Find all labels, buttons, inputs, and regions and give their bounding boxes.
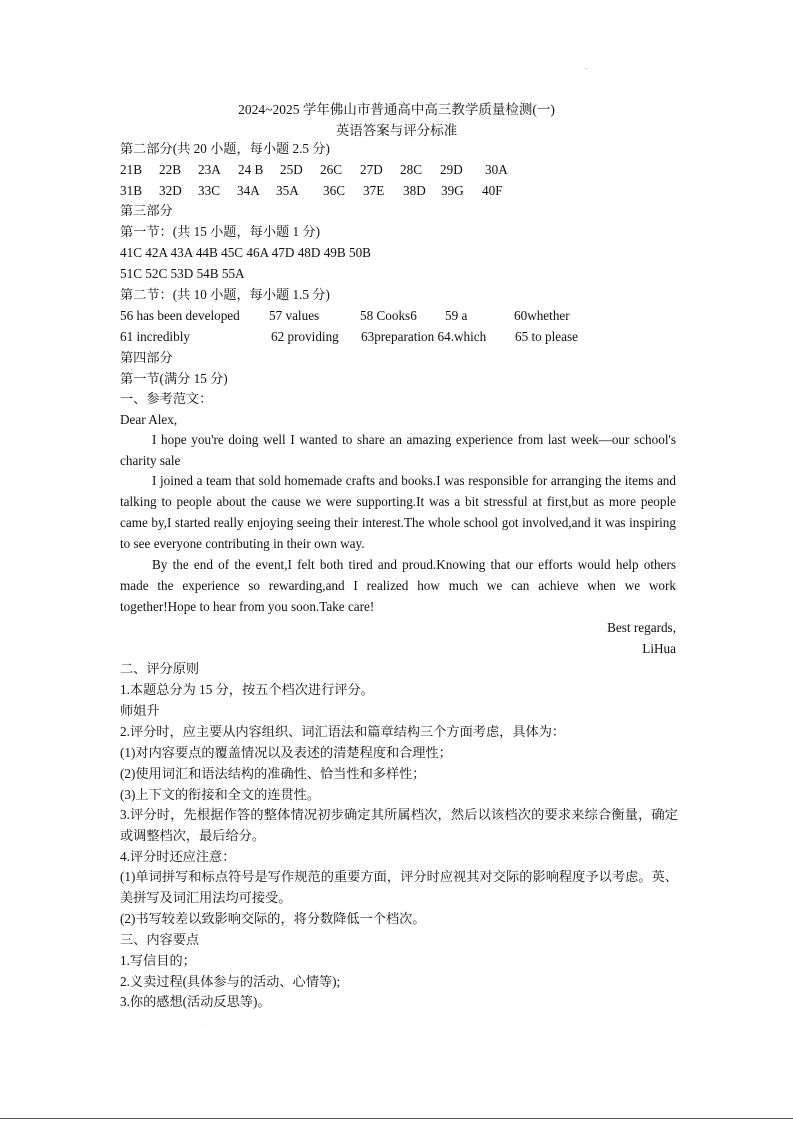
letter-paragraph-2: I joined a team that sold homemade crafts and books.I was responsible for arranging the items and talking to people about the cause we were supporting.It was a bit stressful at first,but as more people came by,I started really enjoying seeing their interest.The whole school got involved,and it was inspiring to see everyone contributing in their own way. [120,473,676,551]
answer: 37E [363,183,385,198]
scoring-item-2: 2.评分时，应主要从内容组织、词汇语法和篇章结构三个方面考虑，具体为： [120,724,566,739]
answer: 35A [276,183,299,198]
document-title: 2024~2025 学年佛山市普通高中高三教学质量检测(一) [238,102,555,117]
scoring-heading: 二、评分原则 [120,661,200,676]
answer: 62 providing [271,329,339,344]
scoring-item-4: 4.评分时还应注意： [120,849,236,864]
scoring-item-2-sub-2: (2)使用词汇和语法结构的准确性、恰当性和多样性； [120,766,426,781]
part4-section1-heading: 第一节(满分 15 分) [120,371,228,386]
answer: 60whether [514,308,570,323]
content-points-heading: 三、内容要点 [120,932,200,947]
answer: 32D [159,183,182,198]
answer: 39G [441,183,464,198]
scoring-note: 师姐升 [120,703,160,718]
part3-section1-heading: 第一节：(共 15 小题，每小题 1 分) [120,224,321,239]
letter-closing: Best regards, [607,620,676,635]
scoring-item-4-sub-1: (1)单词拼写和标点符号是写作规范的重要方面，评分时应视其对交际的影响程度予以考虑。英、美拼写及词汇用法均可接受。 [120,869,678,905]
content-point-3: 3.你的感想(活动反思等)。 [120,994,271,1009]
page-bottom-rule [0,1118,793,1119]
answer: 30A [485,162,508,177]
content-point-1: 1.写信目的； [120,953,196,968]
answer: 33C [198,183,220,198]
answer: 34A [237,183,260,198]
answer: 38D [403,183,426,198]
letter-paragraph-1: I hope you're doing well I wanted to share an amazing experience from last week—our school's charity sale [120,432,676,468]
answer: 63preparation 64.which [361,329,487,344]
answer: 56 has been developed [120,308,240,323]
answer: 57 values [269,308,320,323]
scoring-item-2-sub-1: (1)对内容要点的覆盖情况以及表述的清楚程度和合理性； [120,745,452,760]
letter-salutation: Dear Alex, [120,412,178,427]
answer: 21B [120,162,142,177]
part3-section1-answers2: 51C 52C 53D 54B 55A [120,266,245,281]
scoring-item-1: 1.本题总分为 15 分，按五个档次进行评分。 [120,682,374,697]
part4-heading: 第四部分 [120,350,173,365]
answer: 40F [482,183,503,198]
answer: 28C [400,162,422,177]
letter-signature: LiHua [642,641,676,656]
part3-section1-answers1: 41C 42A 43A 44B 45C 46A 47D 48D 49B 50B [120,245,371,260]
footer-mark: . [204,1022,206,1028]
answer: 59 a [445,308,468,323]
part2-heading: 第二部分(共 20 小题，每小题 2.5 分) [120,141,330,156]
answer: 25D [280,162,303,177]
answer: 58 Cooks6 [360,308,417,323]
scoring-item-2-sub-3: (3)上下文的衔接和全文的连贯性。 [120,787,321,802]
scoring-item-3: 3.评分时，先根据作答的整体情况初步确定其所属档次，然后以该档次的要求来综合衡量，确定或调整档次，最后给分。 [120,807,678,843]
corner-mark: . [585,62,587,71]
answer: 22B [159,162,181,177]
content-point-2: 2.义卖过程(具体参与的活动、心情等); [120,974,341,989]
letter-paragraph-3: By the end of the event,I felt both tired and proud.Knowing that our efforts would help others made the experience so rewarding,and I realized how much we can achieve when we work together!Hope to hear from you soon.Take care! [120,557,676,614]
answer: 36C [323,183,345,198]
document-subtitle: 英语答案与评分标准 [335,123,458,138]
answer: 23A [198,162,221,177]
part3-section2-heading: 第二节：(共 10 小题，每小题 1.5 分) [120,287,330,302]
answer: 31B [120,183,142,198]
answer: 29D [440,162,463,177]
scoring-item-4-sub-2: (2)书写较差以致影响交际的，将分数降低一个档次。 [120,911,426,926]
answer: 26C [320,162,342,177]
answer: 27D [360,162,383,177]
answer: 24 B [238,162,264,177]
part3-heading: 第三部分 [120,203,173,218]
answer: 65 to please [515,329,578,344]
answer: 61 incredibly [120,329,190,344]
sample-essay-heading: 一、参考范文： [120,391,213,406]
